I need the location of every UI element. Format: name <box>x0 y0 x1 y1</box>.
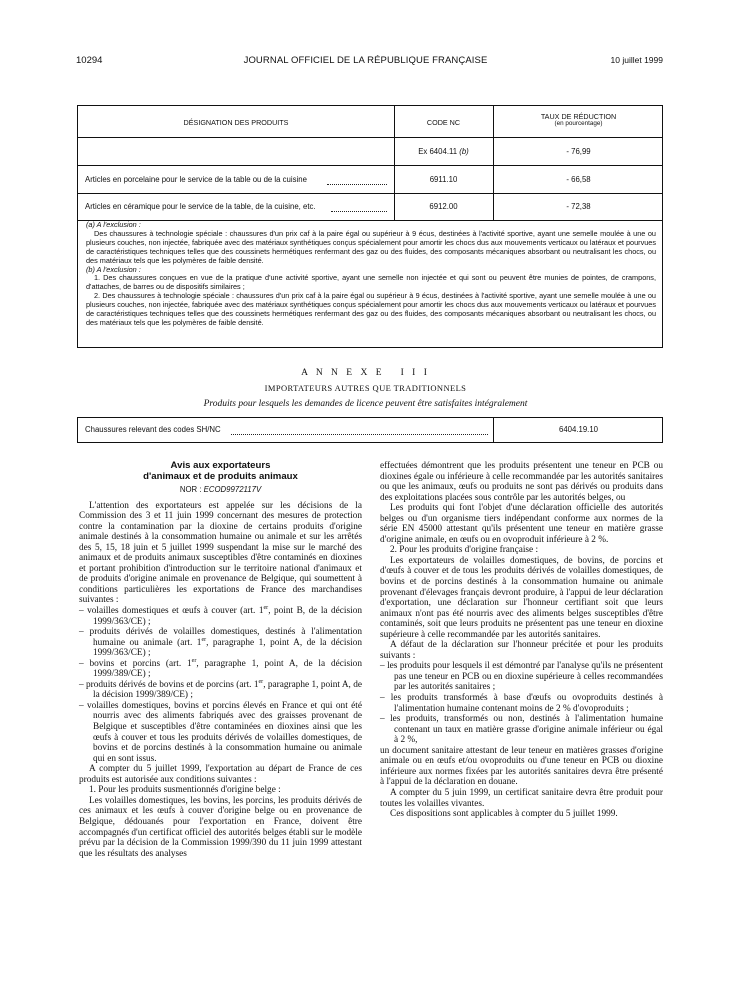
leader-dots <box>327 184 387 185</box>
list-item: – les produits pour lesquels il est démontré par l'analyse qu'ils ne présentent pas une teneur en PCB ou en dioxine supérieure à celles recommandées par les autorités sanitaires ; <box>380 661 663 693</box>
list-item: – volailles domestiques, bovins et porcins élevés en France et qui ont été nourris avec des aliments fabriqués avec des graisses provenant de Belgique et susceptibles d'être contaminées en dioxines ainsi que les œufs à couver et tous les produits dérivés de volailles domestiques, de bovins et de porcins destinés à la consommation humaine ou animale qui en sont issus. <box>79 700 362 764</box>
nor-label: NOR : <box>179 485 204 494</box>
paragraph: un document sanitaire attestant de leur teneur en matières grasses d'origine animale ou en œufs et/ou ovoproduits ou d'une teneur en PCB ou dioxine inférieure aux normes fixées par les autorités sanitaires devra être présenté à l'appui de la déclaration en douane. <box>380 745 663 788</box>
annexe-caption: Produits pour lesquels les demandes de licence peuvent être satisfaites intégralement <box>203 399 528 409</box>
footnote-b-label: (b) A l'exclusion : <box>86 264 141 274</box>
page-date: 10 juillet 1999 <box>610 55 663 65</box>
table-cell-taux: - 72,38 <box>566 202 591 211</box>
avis-title-line: Avis aux exportateurs <box>170 460 271 471</box>
list-item: – bovins et porcins (art. 1er, paragraphe 1, point A, de la décision 1999/389/CE) ; <box>79 657 362 680</box>
table-cell-taux: - 76,99 <box>566 147 591 156</box>
column-header-taux: TAUX DE RÉDUCTION <box>540 112 617 121</box>
footnote-a-text: Des chaussures à technologie spéciale : chaussures d'un prix caf à la paire égal ou supérieur à 9 écus, destinées à l'activité sportive, ayant une semelle moulée à une ou plusieurs couches, non injectée, fabriquée avec des matériaux synthétiques conçus spécialement pour amortir les chocs dus aux mouvements verticaux ou latéraux et pourvues de caractéristiques techniques telles que des coussinets hermétiques renfermant des gaz ou des fluides, des composants mécaniques absorbant ou neutralisant les chocs, ou des matériaux tels que les polymères de faible densité. <box>86 228 656 265</box>
paragraph: Les volailles domestiques, les bovins, les porcins, les produits dérivés de ces animaux et les œufs à couver d'origine belge ou en provenance de Belgique, dédouanés pour l'exportation en France, doivent être accompagnés d'un certificat officiel des autorités belges établi sur le modèle prévu par la décision de la Commission 1999/390 du 11 juin 1999 attestant que les résultats des analyses <box>79 795 362 859</box>
list-item: – les produits, transformés ou non, destinés à l'alimentation humaine contenant un taux en matière grasse d'origine animale inférieur ou égal à 2 %, <box>380 714 663 746</box>
paragraph: Ces dispositions sont applicables à compter du 5 juillet 1999. <box>390 809 618 820</box>
table-cell-taux: - 66,58 <box>566 175 591 184</box>
footnote-b-item-2: 2. Des chaussures à technologie spéciale : chaussures d'un prix caf à la paire égal ou supérieur à 9 écus, destinées à l'activité sportive, ayant une semelle moulée à une ou plusieurs couches, non injectée, fabriquée avec des matériaux synthétiques conçus spécialement pour amortir les chocs dus aux mouvements verticaux ou latéraux et pourvues de caractéristiques techniques telles que des coussinets hermétiques renfermant des gaz ou des fluides, des composants mécaniques absorbant ou neutralisant les chocs, ou des matériaux tels que les polymères de faible densité. <box>86 291 656 327</box>
list-item: – produits dérivés de volailles domestiques, destinés à l'alimentation humaine ou animale (art. 1er, paragraphe 1, point A, de la décision 1999/363/CE) ; <box>79 627 362 659</box>
table-cell-code <box>394 147 493 156</box>
annexe-row-label: Chaussures relevant des codes SH/NC <box>85 425 221 434</box>
annexe-subtitle: IMPORTATEURS AUTRES QUE TRADITIONNELS <box>264 383 467 393</box>
reduction-table <box>77 105 663 348</box>
page-number: 10294 <box>76 55 103 66</box>
table-cell-code: 6912.00 <box>429 202 458 211</box>
code-text: Ex 6404.11 <box>418 147 458 156</box>
table-cell-designation: Articles en céramique pour le service de la table, de la cuisine, etc. <box>85 202 316 211</box>
list-item: – produits dérivés de bovins et de porcins (art. 1er, paragraphe 1, point A, de la décision 1999/389/CE) ; <box>79 678 362 701</box>
footnote-a-label: (a) A l'exclusion : <box>86 220 141 229</box>
leader-dots <box>231 434 488 435</box>
nor-code: ECOD9972117V <box>203 485 262 494</box>
footnote-b-item-1: 1. Des chaussures conçues en vue de la pratique d'une activité sportive, ayant une semelle non injectée et qui sont ou peuvent être munies de pointes, de crampons, d'attaches, de barres ou de dispositifs similaires ; <box>86 273 656 292</box>
annexe-title: A N N E X E I I I <box>301 368 430 378</box>
avis-left-column <box>79 461 362 859</box>
section-heading: 1. Pour les produits susmentionnés d'origine belge : <box>89 785 281 796</box>
paragraph: A défaut de la déclaration sur l'honneur précitée et pour les produits suivants : <box>380 640 663 661</box>
paragraph: A compter du 5 juillet 1999, l'exportation au départ de France de ces produits est autorisée aux conditions suivantes : <box>79 764 362 785</box>
column-header-taux-unit: (en pourcentage) <box>554 120 603 127</box>
journal-title: JOURNAL OFFICIEL DE LA RÉPUBLIQUE FRANÇAISE <box>243 55 488 66</box>
paragraph: Les produits qui font l'objet d'une déclaration officielle des autorités belges ou d'un organisme tiers indépendant conforme aux normes de la série EN 45000 attestant qu'ils présentent une teneur en matière grasse d'origine animale, en œufs ou en ovoproduit inférieure à 2 %. <box>380 503 663 545</box>
table-footnotes <box>86 221 656 328</box>
section-heading: 2. Pour les produits d'origine française : <box>390 545 539 556</box>
avis-title <box>79 461 362 482</box>
avis-title-line: d'animaux et de produits animaux <box>143 470 298 482</box>
column-header-code: CODE NC <box>426 118 461 127</box>
avis-right-column <box>380 461 663 820</box>
annexe-table <box>77 417 663 443</box>
paragraph: A compter du 5 juin 1999, un certificat sanitaire devra être produit pour toutes les volailles vivantes. <box>380 787 663 809</box>
leader-dots <box>331 211 387 212</box>
list-item: – volailles domestiques et œufs à couver (art. 1er, point B, de la décision 1999/363/CE) ; <box>79 604 362 627</box>
list-item: – les produits transformés à base d'œufs ou ovoproduits destinés à l'alimentation humaine contenant moins de 2 % d'ovoproduits ; <box>380 693 663 714</box>
column-header-designation: DÉSIGNATION DES PRODUITS <box>183 118 289 127</box>
paragraph: Les exportateurs de volailles domestiques, de bovins, de porcins et d'œufs à couver et de tous les produits dérivés de volailles domestiques, de bovins et de porcins destinés à la consommation humaine ou animale provenant d'élevages français devront produire, à l'appui de leur déclaration d'exportation, une déclaration sur l'honneur certifiant soit que leurs animaux n'ont pas été nourris avec des aliments belges susceptibles d'être contaminés, soit que leurs produits ne présentent pas une teneur en dioxine supérieure à celle recommandée par les autorités sanitaires. <box>380 555 663 640</box>
paragraph: effectuées démontrent que les produits présentent une teneur en PCB ou dioxines égale ou inférieure à celle recommandée par les autorités sanitaires ou que les animaux, œufs ou produits ne sont pas dérivés ou produits dans des exploitations placées sous contrôle par les autorités belges, ou <box>380 461 663 503</box>
table-cell-designation: Articles en porcelaine pour le service de la table ou de la cuisine <box>85 175 307 184</box>
code-note: (b) <box>459 147 469 156</box>
paragraph: L'attention des exportateurs est appelée sur les décisions de la Commission des 3 et 11 juin 1999 concernant des mesures de protection contre la contamination par la dioxine de certains produits d'origine animale destinés à la consommation humaine ou animale et sur les arrêtés des 5, 15, 18 juin et 5 juillet 1999 suspendant la mise sur le marché des animaux et de produits animaux susceptibles d'être contaminés en dioxines et portant prohibition d'introduction sur le territoire national d'animaux et de produits d'origine animale en provenance de Belgique, qui soumettent à conditions particulières les exportations de France des marchandises suivantes : <box>79 500 362 606</box>
table-cell-code: 6911.10 <box>429 175 458 184</box>
annexe-row-code: 6404.19.10 <box>558 425 599 434</box>
avis-nor <box>79 485 362 496</box>
